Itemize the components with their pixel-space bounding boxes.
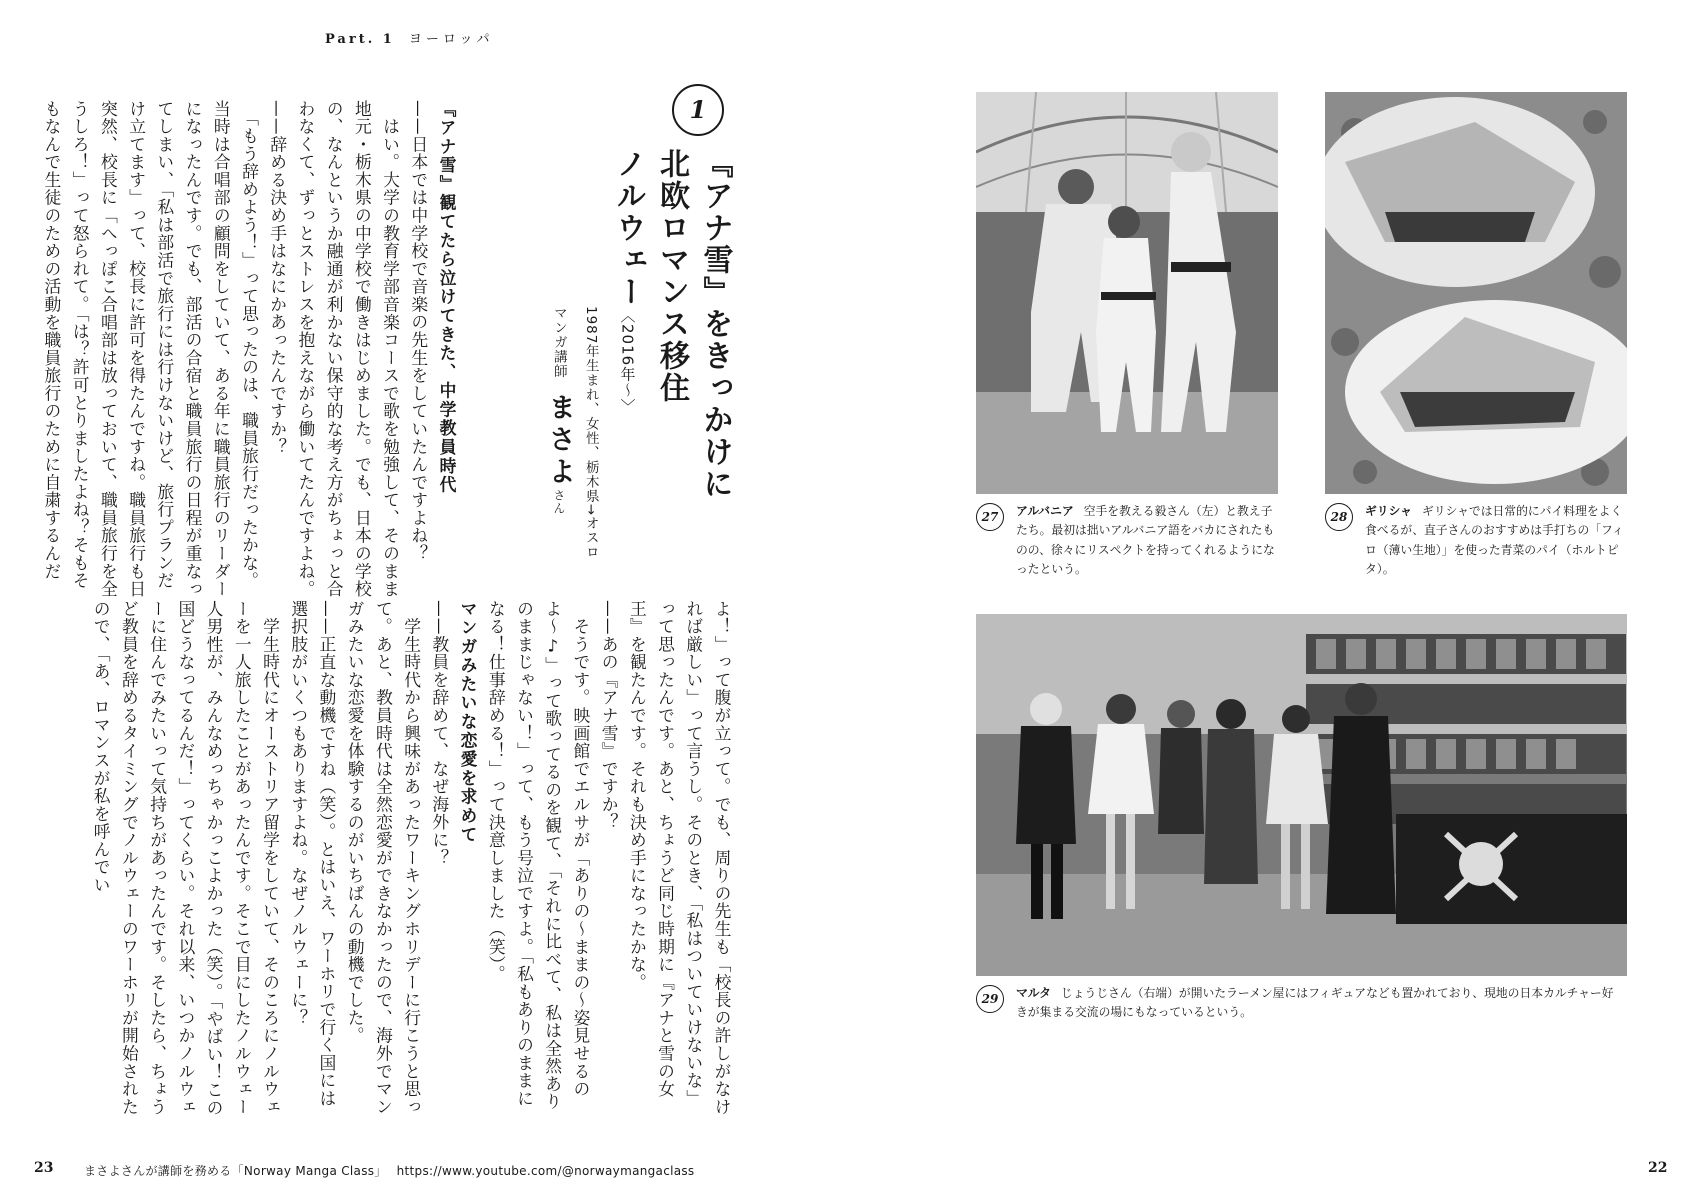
article-bottom-section [86,600,736,1120]
caption-text: じょうじさん（右端）が開いたラーメン屋にはフィギュアなども置かれており、現地の日本カルチャー好きが集まる交流の場にもなっているという。 [1016,986,1614,1020]
caption-27 [976,502,1281,584]
profile-name: まさよ [543,393,575,489]
photo-malta-shop [976,614,1627,976]
caption-country: アルバニア [1016,504,1074,518]
chapter-title-line2: 北欧ロマンス移住 [654,148,689,404]
caption-number-badge: 28 [1325,503,1353,531]
chapter-title-line1: 『アナ雪』をきっかけに [697,148,733,500]
right-page-number: 22 [1648,1160,1668,1176]
chapter-title [606,148,737,568]
caption-country: マルタ [1016,986,1051,1000]
interview-answer: はい。大学の教育学部音楽コースで歌を勉強して、そのまま地元・栃木県の中学校で働きはじめました。でも、日本の学校の、なんというか融通が利かない保守的な考え方がちょっと合わなくて、ずっとストレスを抱えながら働いてたんですよね。 [295,100,401,599]
running-head [325,28,494,47]
interview-answer: よ！」って腹が立って。でも、周りの先生も「校長の許しがなければ厳しい」って言うし。そのとき、「私はついていけないな」って思ったんです。あと、ちょうど同じ時期に『アナと雪の女王』を観たんです。それも決め手になったかな。 [627,600,732,1116]
caption-text-block [1016,984,1621,1023]
interview-answer: 学生時代にオーストリア留学をしていて、そのころにノルウェーを一人旅したことがあったんです。そこで目にしたノルウェー人男性が、みんなめっちゃかっこよかった（笑）。「やばい！この国どうなってるんだ！」ってくらい。それ以来、いつかノルウェーに住んでみたいって気持ちがあったんです。そしたら、ちょうど教員を辞めるタイミングでノルウェーのワーホリが開始されたので、「あ、ロマンスが私を呼んでい [91,600,281,1117]
caption-text: 空手を教える毅さん（左）と教え子たち。最初は拙いアルバニア語をバカにされたものの、徐々にリスペクトを持ってくれるようになったという。 [1016,504,1275,577]
chapter-number-badge: 1 [672,84,724,136]
interviewee-profile [538,306,601,576]
footer-note [84,1162,694,1179]
section-heading: 『アナ雪』観てたら泣けてきた、中学教員時代 [437,100,457,495]
caption-29 [976,984,1626,1026]
caption-number-badge: 29 [976,985,1004,1013]
caption-28 [1325,502,1630,584]
running-head-region: ヨーロッパ [408,32,494,47]
interview-answer: そうです。映画館でエルサが「ありの〜ままの〜姿見せるのよ〜♪」って歌ってるのを観て、「それに比べて、私は全然ありのままじゃない！」って、もう号泣ですよ。「私もありのままになる！仕事辞める！」って決意しました（笑）。 [486,600,591,1111]
photo-albania-karate [976,92,1278,494]
profile-honorific: さん [551,489,566,515]
caption-text-block [1016,502,1281,580]
section-heading: マンガみたいな恋愛を求めて [458,600,479,845]
caption-number-badge: 27 [976,503,1004,531]
left-page-number: 23 [34,1160,54,1176]
left-page [0,0,848,1200]
footer-url: https://www.youtube.com/@norwaymangaclass [396,1164,695,1178]
profile-occupation: マンガ講師 [550,306,567,379]
interview-question: ——日本では中学校で音楽の先生をしていたんですよね？ [408,100,429,563]
footer-note-text: まさよさんが講師を務める「Norway Manga Class」 [84,1164,387,1178]
interview-question: ——あの『アナ雪』ですか？ [599,600,620,832]
interview-question: ——辞める決め手はなにかあったんですか？ [267,100,288,456]
right-page [848,0,1697,1200]
chapter-era: 〈2016年〜〉 [618,308,637,415]
photo-greece-pie [1325,92,1627,494]
interview-question: ——教員を辞めて、なぜ海外に？ [429,600,450,867]
caption-text: ギリシャでは日常的にパイ料理をよく食べるが、直子さんのおすすめは手打ちの「フィロ（薄い生地）」を使った青菜のパイ（ホルトピタ）。 [1365,504,1624,577]
caption-text-block [1365,502,1630,580]
interview-answer: 学生時代から興味があったワーキングホリデーに行こうと思って。あと、教員時代は全然恋愛ができなかったので、海外でマンガみたいな恋愛を体験するのがいちばんの動機でした。 [345,600,422,1116]
article-top-section [41,100,461,600]
caption-country: ギリシャ [1365,504,1412,518]
chapter-country: ノルウェー [610,148,646,308]
interview-question: ——正直な動機ですね（笑）。とはいえ、ワーホリで行く国には選択肢がいくつもありますよね。なぜノルウェーに？ [288,600,337,1108]
running-head-part: Part. 1 [325,32,395,47]
interview-answer: 「もう辞めよう！」って思ったのは、職員旅行だったかな。当時は合唱部の顧問をしていて、ある年に職員旅行のリーダーになったんです。でも、部活の合宿と職員旅行の日程が重なってしまい、「私は部活で旅行には行けないけど、旅行プランだけ立てます」って、校長に許可を得たんですね。職員旅行も日突然、校長に「へっぽこ合唱部は放っておいて、職員旅行を全うしろ！」って怒られて。「は？許可とりましたよね？そもそもなんで生徒のための活動を職員旅行のために自粛するんだ [41,100,260,599]
profile-details: 1987年生まれ、女性、栃木県→オスロ [582,306,599,560]
